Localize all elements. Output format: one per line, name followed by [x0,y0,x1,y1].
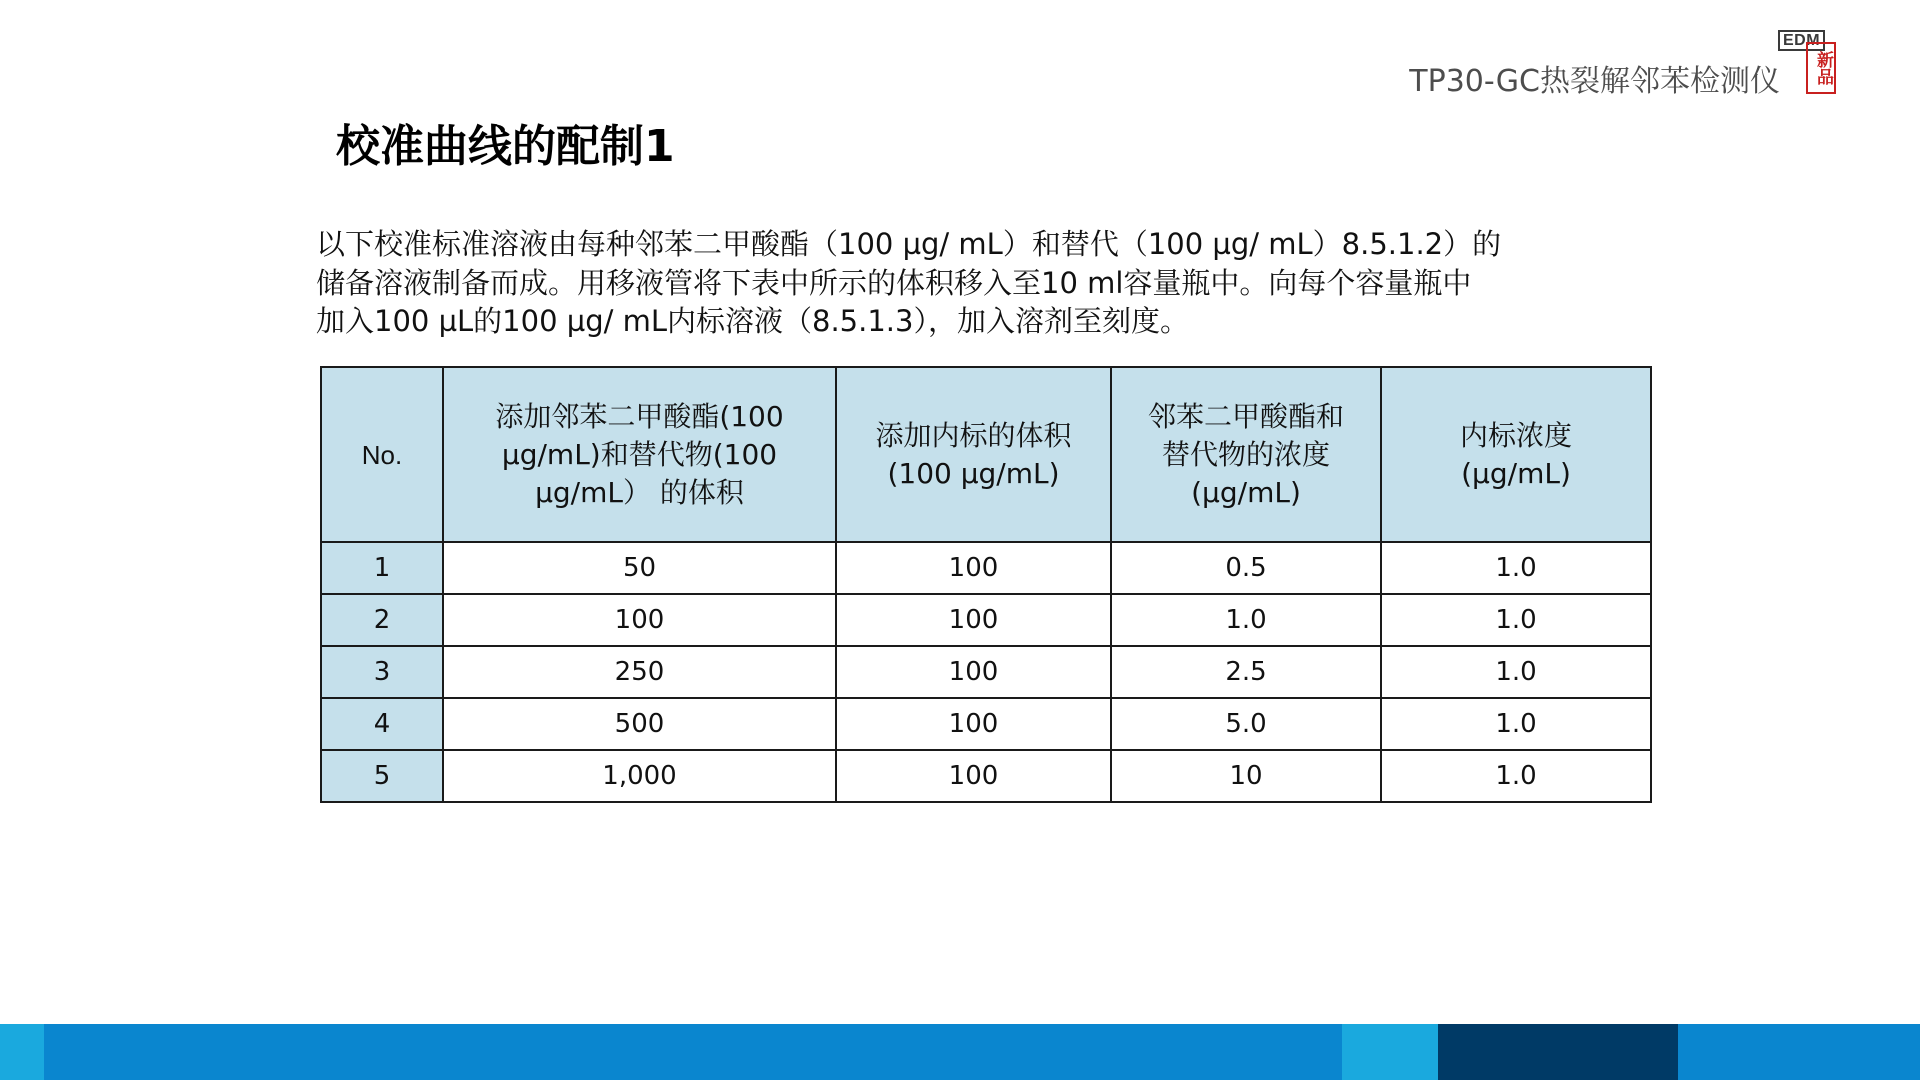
table-header-row [321,367,1651,542]
table-cell: 10 [1111,750,1381,802]
table-cell: 1.0 [1381,698,1651,750]
table-cell: 1.0 [1111,594,1381,646]
header-line: 添加邻苯二甲酸酯(100 [495,399,784,433]
column-header-concentration [1111,367,1381,542]
header-line: (μg/mL) [1461,456,1571,490]
table-cell: 100 [836,698,1111,750]
table-row [321,542,1651,594]
table-cell: 100 [836,594,1111,646]
header-line: (μg/mL) [1191,475,1301,509]
table-row [321,594,1651,646]
column-header-no [321,367,443,542]
column-header-internal-standard-concentration [1381,367,1651,542]
footer-segment [1678,1024,1920,1080]
table-cell: 500 [443,698,836,750]
header-line: μg/mL)和替代物(100 [501,437,778,471]
header-line: (100 μg/mL) [887,456,1060,490]
footer-color-bar [0,1024,1920,1080]
calibration-table [320,366,1652,803]
footer-segment [44,1024,1342,1080]
new-product-badge: 新品 [1806,42,1836,94]
table-cell: 0.5 [1111,542,1381,594]
table-cell: 5.0 [1111,698,1381,750]
header-line: 替代物的浓度 [1161,437,1330,471]
footer-segment [1438,1024,1678,1080]
table-cell: 1 [321,542,443,594]
header-line: 添加内标的体积 [875,418,1072,452]
table-cell: 1.0 [1381,646,1651,698]
table-cell: 100 [836,750,1111,802]
table-row [321,750,1651,802]
table-cell: 50 [443,542,836,594]
table-cell: 2 [321,594,443,646]
table-row [321,646,1651,698]
column-header-internal-standard-volume [836,367,1111,542]
table-cell: 5 [321,750,443,802]
header-line: μg/mL） 的体积 [535,475,744,509]
header-line: 邻苯二甲酸酯和 [1147,399,1344,433]
brand-header [1370,26,1840,99]
table-cell: 1,000 [443,750,836,802]
footer-segment [1342,1024,1438,1080]
table-cell: 100 [836,542,1111,594]
edm-logo: EDM [1778,30,1825,51]
table-cell: 1.0 [1381,750,1651,802]
table-cell: 3 [321,646,443,698]
intro-line: 储备溶液制备而成。用移液管将下表中所示的体积移入至10 ml容量瓶中。向每个容量瓶中 [316,265,1472,300]
table-cell: 250 [443,646,836,698]
footer-segment [0,1024,44,1080]
header-line: 内标浓度 [1459,418,1572,452]
table-cell: 1.0 [1381,542,1651,594]
intro-paragraph [316,225,1616,341]
column-header-phthalate-volume [443,367,836,542]
intro-line: 加入100 µL的100 µg/ mL内标溶液（8.5.1.3），加入溶剂至刻度。 [316,304,1189,338]
table-row [321,698,1651,750]
header-line: No. [361,439,403,470]
intro-line: 以下校准标准溶液由每种邻苯二甲酸酯（100 µg/ mL）和替代（100 µg/ mL）8.5.1.2）的 [316,227,1502,261]
product-title: TP30-GC热裂解邻苯检测仪 [1409,64,1780,99]
table-cell: 100 [836,646,1111,698]
table-cell: 1.0 [1381,594,1651,646]
table-cell: 100 [443,594,836,646]
table-cell: 2.5 [1111,646,1381,698]
page-title: 校准曲线的配制1 [336,121,675,172]
table-cell: 4 [321,698,443,750]
